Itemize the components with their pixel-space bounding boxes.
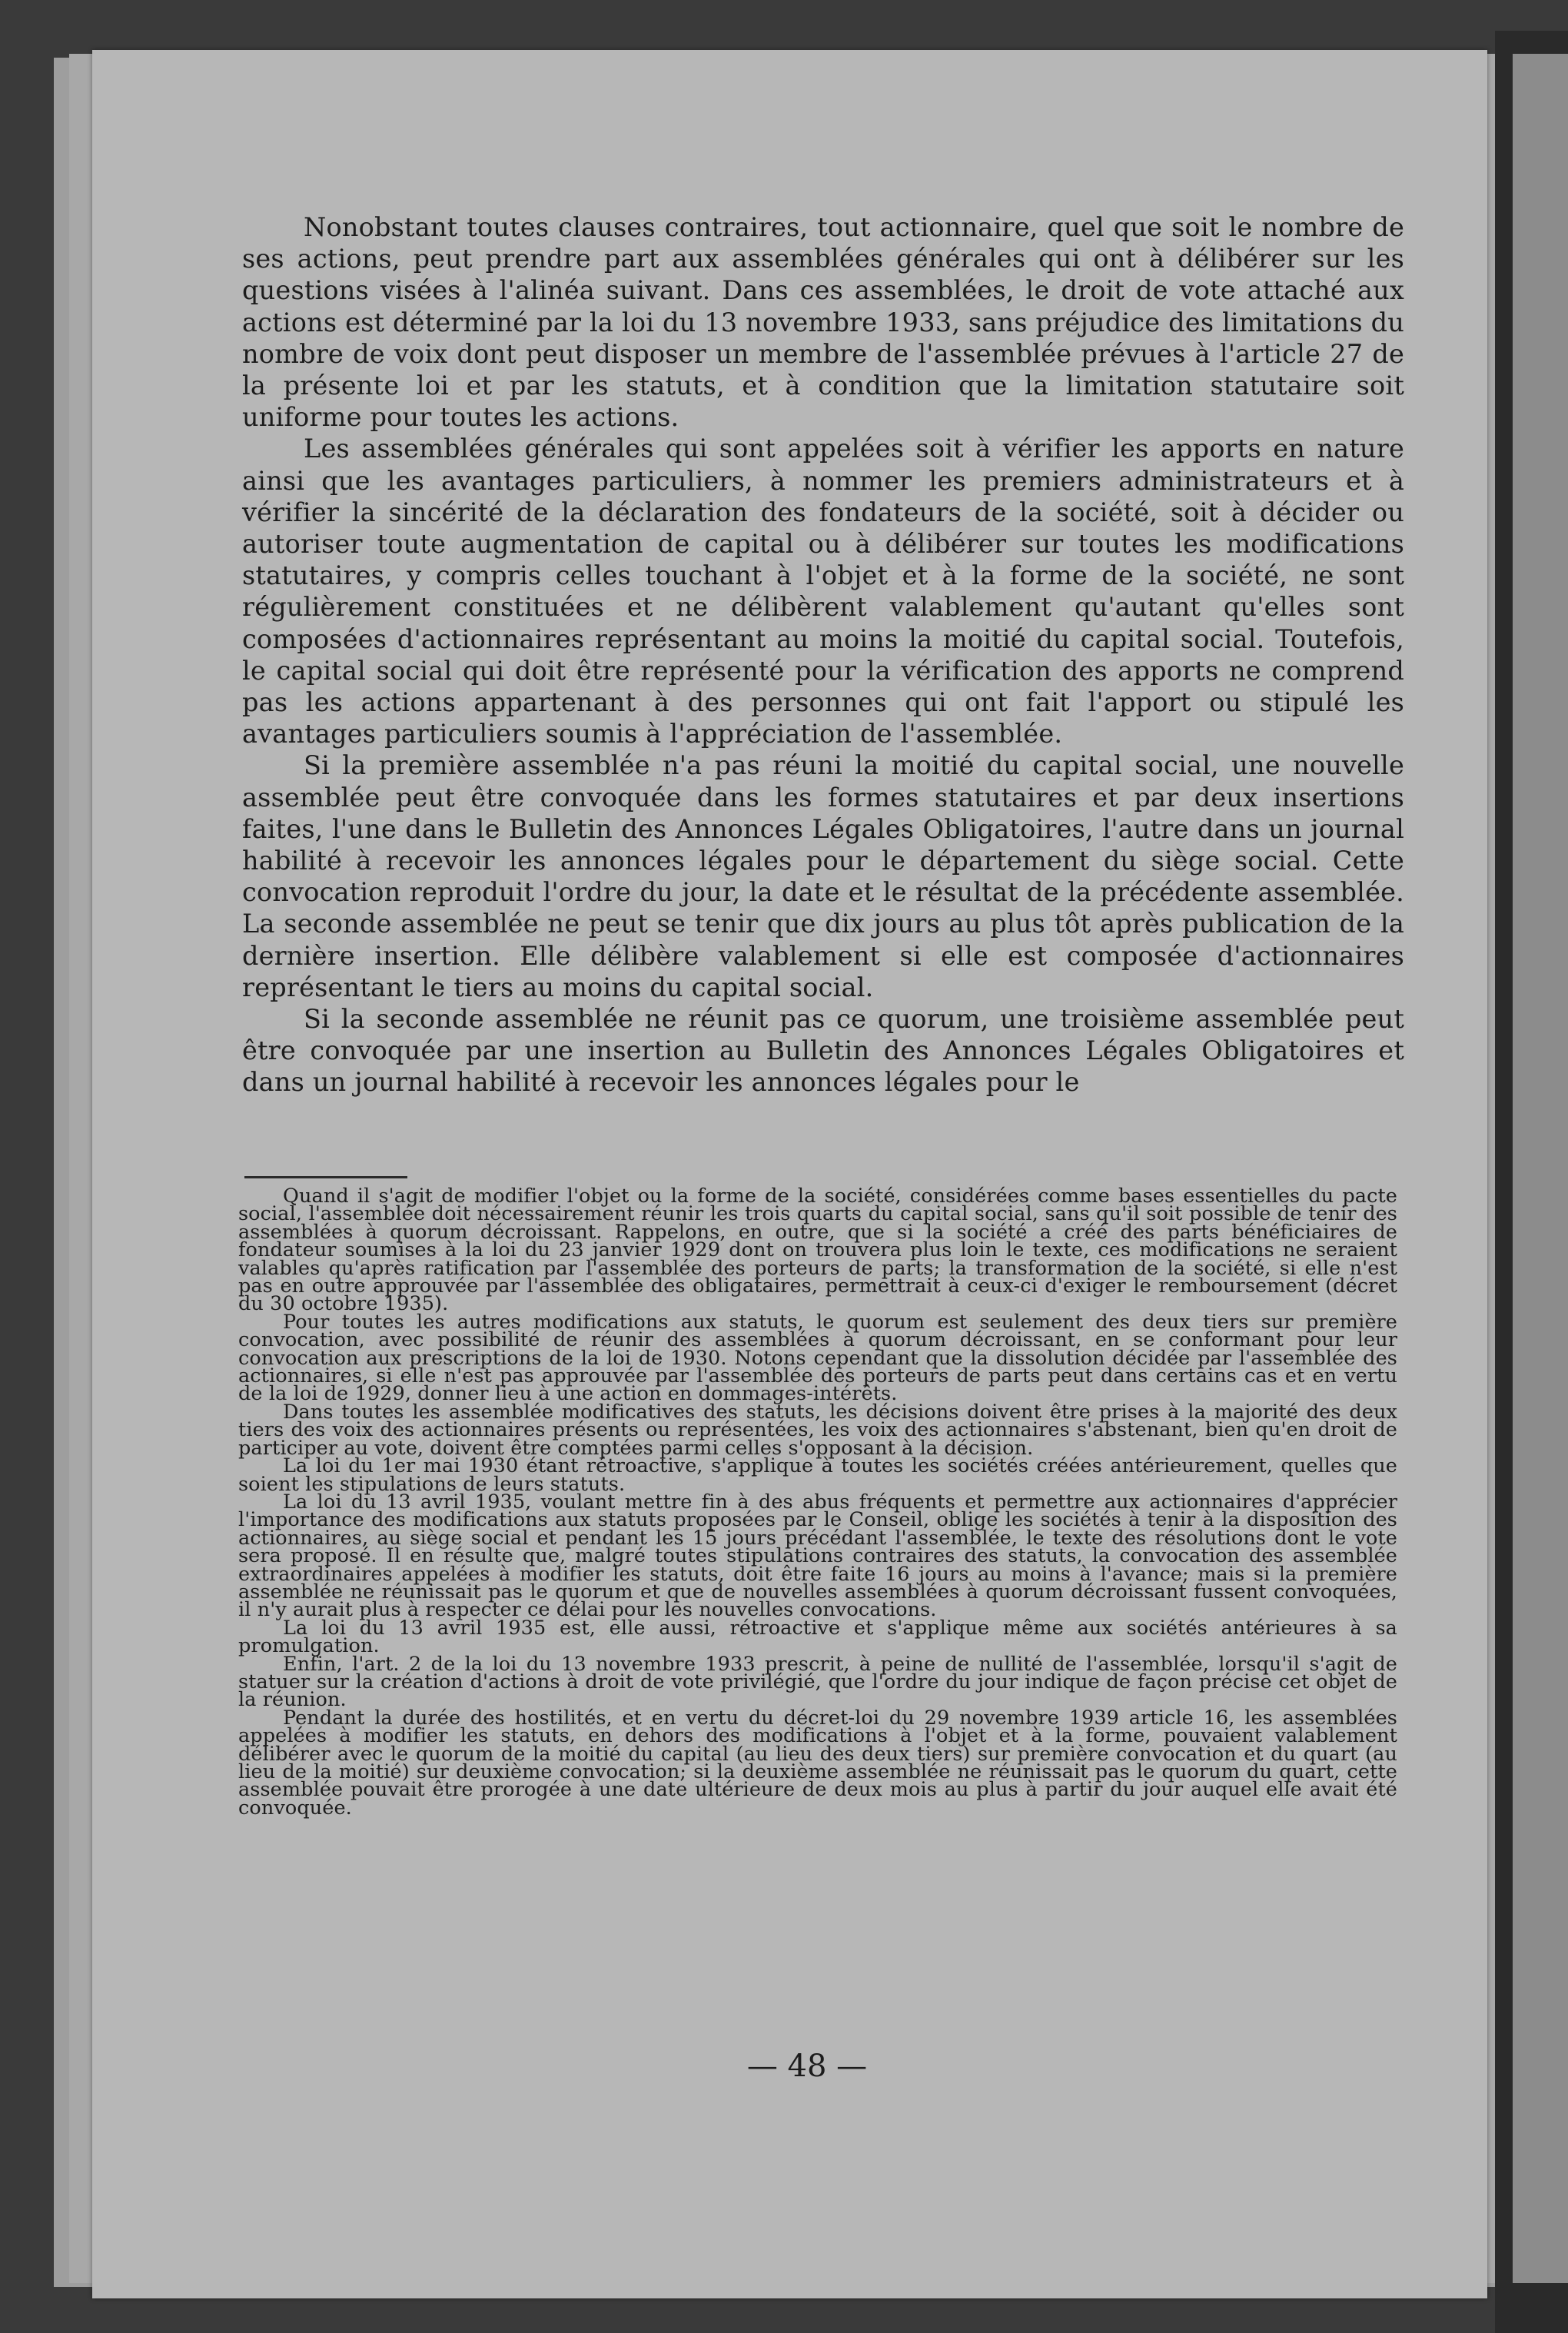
main-text xyxy=(242,211,1404,1098)
footnote: Dans toutes les assemblée modificatives des statuts, les décisions doivent être prises à la majorité des deux tiers des voix des actionnaires présents ou représentées, les voix des actionnaires s'abstenant, bien qu'en droit de participer au vote, doivent être comptées parmi celles s'opposant à la décision. xyxy=(238,1400,1397,1460)
footnote: Enfin, l'art. 2 de la loi du 13 novembre 1933 prescrit, à peine de nullité de l'assemblée, lorsqu'il s'agit de statuer sur la création d'actions à droit de vote privilégié, que l'ordre du jour indique de façon précise cet objet de la réunion. xyxy=(238,1652,1397,1712)
footnote: Pendant la durée des hostilités, et en vertu du décret-loi du 29 novembre 1939 article 16, les assemblées appelées à modifier les statuts, en dehors des modifications à l'objet et à la forme, pouvaient valablement délibérer avec le quorum de la moitié du capital (au lieu des deux tiers) sur première convocation et du quart (au lieu de la moitié) sur deuxième convocation; si la deuxième assemblée ne réunissait pas le quorum du quart, cette assemblée pouvait être prorogée à une date ultérieure de deux mois au plus à partir du jour auquel elle avait été convoquée. xyxy=(238,1706,1397,1820)
paragraph: Si la seconde assemblée ne réunit pas ce quorum, une troisième assemblée peut être convoquée par une insertion au Bulletin des Annonces Légales Obligatoires et dans un journal habilité à recevoir les annonces légales pour le xyxy=(242,1004,1404,1098)
paragraph: Nonobstant toutes clauses contraires, tout actionnaire, quel que soit le nombre de ses actions, peut prendre part aux assemblées générales qui ont à délibérer sur les questions visées à l'alinéa suivant. Dans ces assemblées, le droit de vote attaché aux actions est déterminé par la loi du 13 novembre 1933, sans préjudice des limitations du nombre de voix dont peut disposer un membre de l'assemblée prévues à l'article 27 de la présente loi et par les statuts, et à condition que la limitation statutaire soit uniforme pour toutes les actions. xyxy=(242,212,1404,433)
page-number: — 48 — xyxy=(746,2049,868,2084)
footnote: Pour toutes les autres modifications aux statuts, le quorum est seulement des deux tiers sur première convocation, avec possibilité de réunir des assemblées à quorum décroissant, en se conformant pour leur convocation aux prescriptions de la loi de 1930. Notons cependant que la dissolution décidée par l'assemblée des actionnaires, si elle n'est pas approuvée par l'assemblée des porteurs de parts peut dans certains cas et en vertu de la loi de 1929, donner lieu à une action en dommages-intérêts. xyxy=(238,1310,1397,1406)
facing-page-edge xyxy=(1513,54,1568,2283)
footnote: Quand il s'agit de modifier l'objet ou la forme de la société, considérées comme bases essentielles du pacte social, l'assemblée doit nécessairement réunir les trois quarts du capital social, sans qu'il soit possible de tenir des assemblées à quorum décroissant. Rappelons, en outre, que si la société a créé des parts bénéficiaires de fondateur soumises à la loi du 23 janvier 1929 dont on trouvera plus loin le texte, ces modifications ne seraient valables qu'après ratification par l'assemblée des porteurs de parts; la transformation de la société, si elle n'est pas en outre approuvée par l'assemblée des obligataires, permettrait à ceux-ci d'exiger le remboursement (décret du 30 octobre 1935). xyxy=(238,1185,1397,1316)
footnotes xyxy=(238,1185,1397,1820)
footnote: La loi du 13 avril 1935, voulant mettre fin à des abus fréquents et permettre aux actionnaires d'apprécier l'importance des modifications aux statuts proposées par le Conseil, oblige les sociétés à tenir à la disposition des actionnaires, au siège social et pendant les 15 jours précédant l'assemblée, le texte des résolutions dont le vote sera proposé. Il en résulte que, malgré toutes stipulations contraires des statuts, la convocation des assemblée extraordinaires appelées à modifier les statuts, doit être faite 16 jours au moins à l'avance; mais si la première assemblée ne réunissait pas le quorum et que de nouvelles assemblées à quorum décroissant fussent convoquées, il n'y aurait plus à respecter ce délai pour les nouvelles convocations. xyxy=(238,1490,1397,1622)
footnote: La loi du 13 avril 1935 est, elle aussi, rétroactive et s'applique même aux sociétés antérieures à sa promulgation. xyxy=(238,1616,1397,1658)
footnote-separator xyxy=(244,1176,407,1178)
paragraph: Les assemblées générales qui sont appelées soit à vérifier les apports en nature ainsi que les avantages particuliers, à nommer les premiers administrateurs et à vérifier la sincérité de la déclaration des fondateurs de la société, soit à décider ou autoriser toute augmentation de capital ou à délibérer sur toutes les modifications statutaires, y compris celles touchant à l'objet et à la forme de la société, ne sont régulièrement constituées et ne délibèrent valablement qu'autant qu'elles sont composées d'actionnaires représentant au moins la moitié du capital social. Toutefois, le capital social qui doit être représenté pour la vérification des apports ne comprend pas les actions appartenant à des personnes qui ont fait l'apport ou stipulé les avantages particuliers soumis à l'appréciation de l'assemblée. xyxy=(242,434,1404,749)
footnote: La loi du 1er mai 1930 étant rétroactive, s'applique à toutes les sociétés créées antérieurement, quelles que soient les stipulations de leurs statuts. xyxy=(238,1454,1397,1496)
paragraph: Si la première assemblée n'a pas réuni la moitié du capital social, une nouvelle assemblée peut être convoquée dans les formes statutaires et par deux insertions faites, l'une dans le Bulletin des Annonces Légales Obligatoires, l'autre dans un journal habilité à recevoir les annonces légales pour le département du siège social. Cette convocation reproduit l'ordre du jour, la date et le résultat de la précédente assemblée. La seconde assemblée ne peut se tenir que dix jours au plus tôt après publication de la dernière insertion. Elle délibère valablement si elle est composée d'actionnaires représentant le tiers au moins du capital social. xyxy=(242,750,1404,1002)
